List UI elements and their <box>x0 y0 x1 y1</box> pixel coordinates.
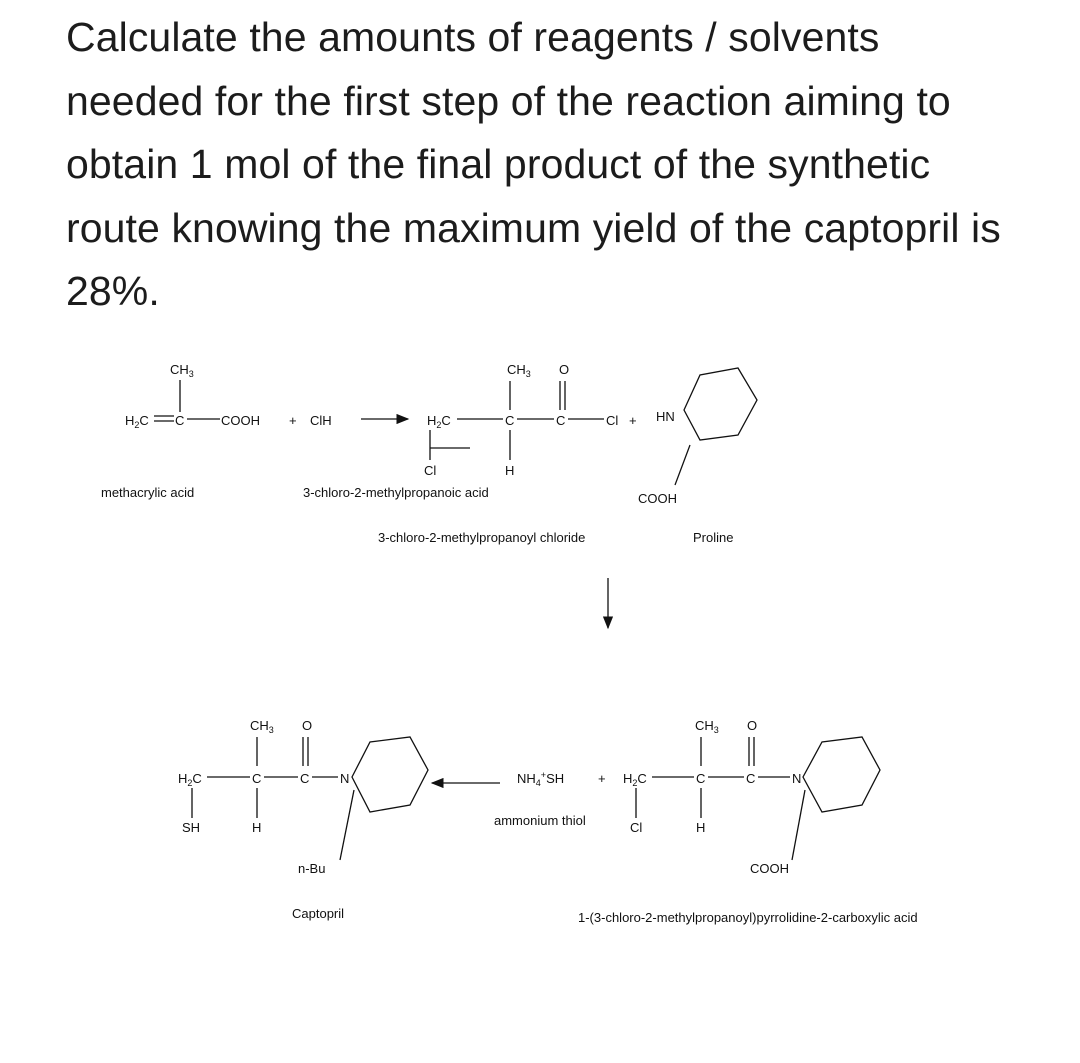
h2c-label: $H_2C$ <box>178 771 202 788</box>
ch3-label: $CH_3$ <box>695 718 719 735</box>
carbon-label: C <box>746 771 756 786</box>
sh-label: SH <box>182 820 201 835</box>
ch3-label: $CH_3$ <box>170 362 194 379</box>
cooh-label: COOH <box>750 861 789 876</box>
plus-sign: + <box>629 413 637 428</box>
proline-label: Proline <box>693 530 734 545</box>
carbon-label: C <box>556 413 566 428</box>
carbon-label: C <box>300 771 310 786</box>
ch3-label: $CH_3$ <box>250 718 274 735</box>
hydrogen-label: H <box>252 820 262 835</box>
hn-label: HN <box>656 409 675 424</box>
h2c-label: $H_2C$ <box>427 413 451 430</box>
h2c-label: $H_2C$ <box>125 413 149 430</box>
cooh-label: COOH <box>638 491 677 506</box>
h2c-label: $H_2C$ <box>623 771 647 788</box>
oxygen-label: O <box>559 362 570 377</box>
ammonium-thiol-reagent <box>494 770 606 828</box>
intermediate-structure <box>578 718 918 925</box>
oxygen-label: O <box>302 718 313 733</box>
nh4sh-label: $NH_4^+SH$ <box>517 770 565 788</box>
chloro-acid-label: 3-chloro-2-methylpropanoic acid <box>303 485 489 500</box>
carbon-label: C <box>505 413 515 428</box>
cooh-label: COOH <box>221 413 260 428</box>
proline-structure <box>638 368 757 545</box>
chlorine-label: Cl <box>630 820 643 835</box>
plus-sign: + <box>598 771 606 786</box>
chlorine-label: Cl <box>424 463 437 478</box>
plus-sign: + <box>289 413 297 428</box>
hydrogen-label: H <box>696 820 706 835</box>
chlorine-label: Cl <box>606 413 619 428</box>
oxygen-label: O <box>747 718 758 733</box>
ammonium-thiol-label: ammonium thiol <box>494 813 586 828</box>
captopril-structure <box>178 718 428 921</box>
carbon-label: C <box>175 413 185 428</box>
acid-chloride-structure <box>303 362 637 545</box>
nitrogen-label: N <box>792 771 802 786</box>
hydrogen-label: H <box>505 463 515 478</box>
ch3-label: $CH_3$ <box>507 362 531 379</box>
nitrogen-label: N <box>340 771 350 786</box>
carbon-label: C <box>252 771 262 786</box>
carbon-label: C <box>696 771 706 786</box>
clh-label: ClH <box>310 413 332 428</box>
methacrylic-acid-label: methacrylic acid <box>101 485 195 500</box>
intermediate-label: 1-(3-chloro-2-methylpropanoyl)pyrrolidine-2-carboxylic acid <box>578 910 918 925</box>
methacrylic-acid-structure <box>101 362 332 500</box>
question-text: Calculate the amounts of reagents / solvents needed for the first step of the reaction aiming to obtain 1 mol of the final product of the synthetic route knowing the maximum yield of the captopril is 28%. <box>66 14 1001 314</box>
captopril-label: Captopril <box>292 906 345 921</box>
n-bu-label: n-Bu <box>298 861 326 876</box>
acid-chloride-label: 3-chloro-2-methylpropanoyl chloride <box>378 530 586 545</box>
